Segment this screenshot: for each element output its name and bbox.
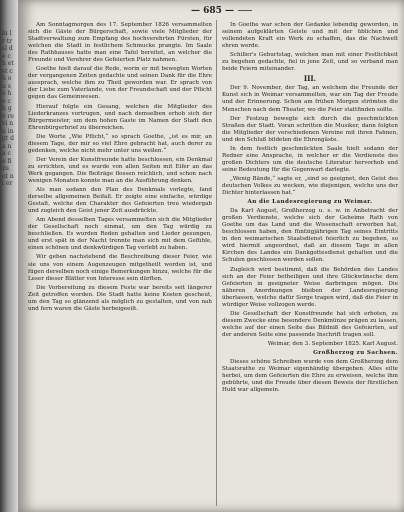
right-column	[222, 22, 398, 504]
paragraph: Wir geben nachstehend die Beschreibung dieser Feier, wie sie uns von einem Augenzeugen mitgetheilt worden ist, und fügen derselben noch einige Bemerkungen hinzu, welche für die Leser dieser Blätter von Interesse sein dürften.	[28, 254, 212, 282]
paragraph: Die Gesellschaft der Kunstfreunde hat sich erboten, zu diesem Zwecke eine besondere Denkmünze prägen zu lassen, welche auf der einen Seite das Bildniß des Gefeierten, auf der anderen Seite eine passende Inschrift tragen soll.	[222, 310, 398, 338]
spine-text: lu lr tr sl de ch et st ch on se he ch ge re vi nu in gt da na co fi zu ot ni er	[2, 30, 16, 187]
paragraph: Goethe hielt darauf die Rede, worin er mit bewegten Worten der vergangenen Zeiten gedachte und seinen Dank für die Ehre aussprach, welche ihm zu Theil geworden war. Er sprach von der Liebe zum Vaterlande, von der Freundschaft und der Pflicht gegen das Gemeinwesen.	[28, 66, 212, 101]
book-page	[18, 0, 404, 512]
paragraph: Als man sodann den Plan des Denkmals vorlegte, fand derselbe allgemeinen Beifall. Er zeigte eine einfache, würdige Gestalt, welche den Charakter des Gefeierten treu wiedergab und zugleich den Geist jener Zeit ausdrückte.	[28, 187, 212, 215]
paragraph: Da Karl August, Großherzog u. s. w. in Anbetracht der großen Verdienste, welche sich der Geheime Rath von Goethe um das Land und die Wissenschaft erworben hat, beschlossen haben, den fünfzigjährigen Tag seines Eintritts in den weimarischen Staatsdienst feierlich zu begehen, so wird hiermit angeordnet, daß an diesem Tage in allen Kirchen des Landes ein Dankgottesdienst gehalten und die Schulen geschlossen werden sollen.	[222, 208, 398, 264]
paragraph: Am Abend desselben Tages versammelten sich die Mitglieder der Gesellschaft noch einmal, um den Tag würdig zu beschließen. Es wurden Reden gehalten und Lieder gesungen, und erst spät in der Nacht trennte man sich mit dem Gefühle, einen schönen und denkwürdigen Tag verlebt zu haben.	[28, 217, 212, 252]
paragraph: In dem festlich geschmückten Saale hielt sodann der Redner eine Ansprache, in welcher er die Verdienste des großen Dichters um die deutsche Literatur hervorhob und seine Bedeutung für die Gegenwart darlegte.	[222, 145, 398, 173]
section-heading: An die Landesregierung zu Weimar.	[247, 199, 373, 206]
paragraph: „Wenig Bände,“ sagte er, „sind so geeignet, den Geist des deutschen Volkes zu wecken, wie diejenigen, welche uns der Dichter hinterlassen hat.“	[222, 175, 398, 197]
section-numeral: III.	[303, 74, 317, 84]
paragraph: Hierauf folgte ein Gesang, welchen die Mitglieder des Liederkranzes vortrugen, und nach demselben erhob sich der Bürgermeister, um dem hohen Gaste im Namen der Stadt den Ehrenbürgerbrief zu überreichen.	[28, 103, 212, 131]
paragraph: Der Festzug bewegte sich durch die geschmückten Straßen der Stadt. Voran schritten die Musiker, dann folgten die Mitglieder der verschiedenen Vereine mit ihren Fahnen, und den Schluß bildeten die Ehrengäste.	[222, 115, 398, 143]
page-number: — 685 —	[190, 6, 234, 16]
signature-line: Weimar, den 3. September 1825. Karl August.	[267, 340, 398, 347]
paragraph: In Goethe war schon der Gedanke lebendig geworden, in seinem aufgeklärten Geiste und mit der üblichen und vollendeten Kraft ein Werk zu schaffen, das die Nachwelt ehren werde.	[222, 22, 398, 50]
column-divider	[216, 20, 217, 506]
closing-heading: Großherzog zu Sachsen.	[313, 350, 398, 357]
paragraph: Dieses schöne Schreiben wurde von dem Großherzog dem Staatsrathe zu Weimar eigenhändig übergeben. Alles eilte herbei, um dem Gefeierten die Ehre zu erweisen, welche ihm gebührte, und die Freude über diesen Beweis der fürstlichen Huld war allgemein.	[222, 359, 398, 394]
paragraph: Schiller's Geburtstag, welchen man mit einer Festlichkeit zu begehen gedachte, fiel in jene Zeit, und so verband man beide Feiern miteinander.	[222, 52, 398, 73]
left-column	[28, 22, 212, 504]
paragraph: Der 9. November, der Tag, an welchem die Freunde der Kunst sich in Weimar versammelten, war ein Tag der Freude und der Erinnerung. Schon am frühen Morgen strömten die Menschen nach dem Theater, wo die Feier stattfinden sollte.	[222, 85, 398, 113]
book-spine-edge	[0, 0, 18, 512]
paragraph: Die Worte „Wie Pflicht,“ so sprach Goethe, „ist es mir, an diesem Tage, der mir so viel Ehre gebracht hat, auch derer zu gedenken, welche nicht mehr unter uns weilen.“	[28, 133, 212, 154]
paragraph: Die Vorbereitung zu diesem Feste war bereits seit längerer Zeit getroffen worden. Die Stadt hatte keine Kosten gescheut, um den Tag so glänzend als möglich zu gestalten, und von nah und fern waren die Gäste herbeigeeilt.	[28, 284, 212, 312]
header-ornament	[238, 10, 252, 11]
paragraph: Zugleich wird bestimmt, daß die Behörden des Landes sich an der Feier betheiligen und ihre Glückwünsche dem Gefeierten in geeigneter Weise darbringen mögen. Die näheren Anordnungen bleiben der Landesregierung überlassen, welche dafür Sorge tragen wird, daß die Feier in würdiger Weise vollzogen werde.	[222, 266, 398, 308]
paragraph: Der Verein der Kunstfreunde hatte beschlossen, ein Denkmal zu errichten, und es wurde von allen Seiten mit Eifer an das Werk gegangen. Die Beiträge flossen reichlich, und schon nach wenigen Monaten konnte man an die Ausführung denken.	[28, 156, 212, 184]
paragraph: Am Sonntagmorgen des 17. September 1826 versammelten sich die Gäste der Bürgerschaft, sowie viele Mitglieder der Stadtverwaltung zum Empfang des hochverehrten Fürsten, für welchen die Stadt in festlichem Schmucke prangte. Im Saale des Rathhauses hatte man eine Tafel bereitet, an welcher die Freunde und Verehrer des Gefeierten Platz nahmen.	[28, 22, 212, 64]
